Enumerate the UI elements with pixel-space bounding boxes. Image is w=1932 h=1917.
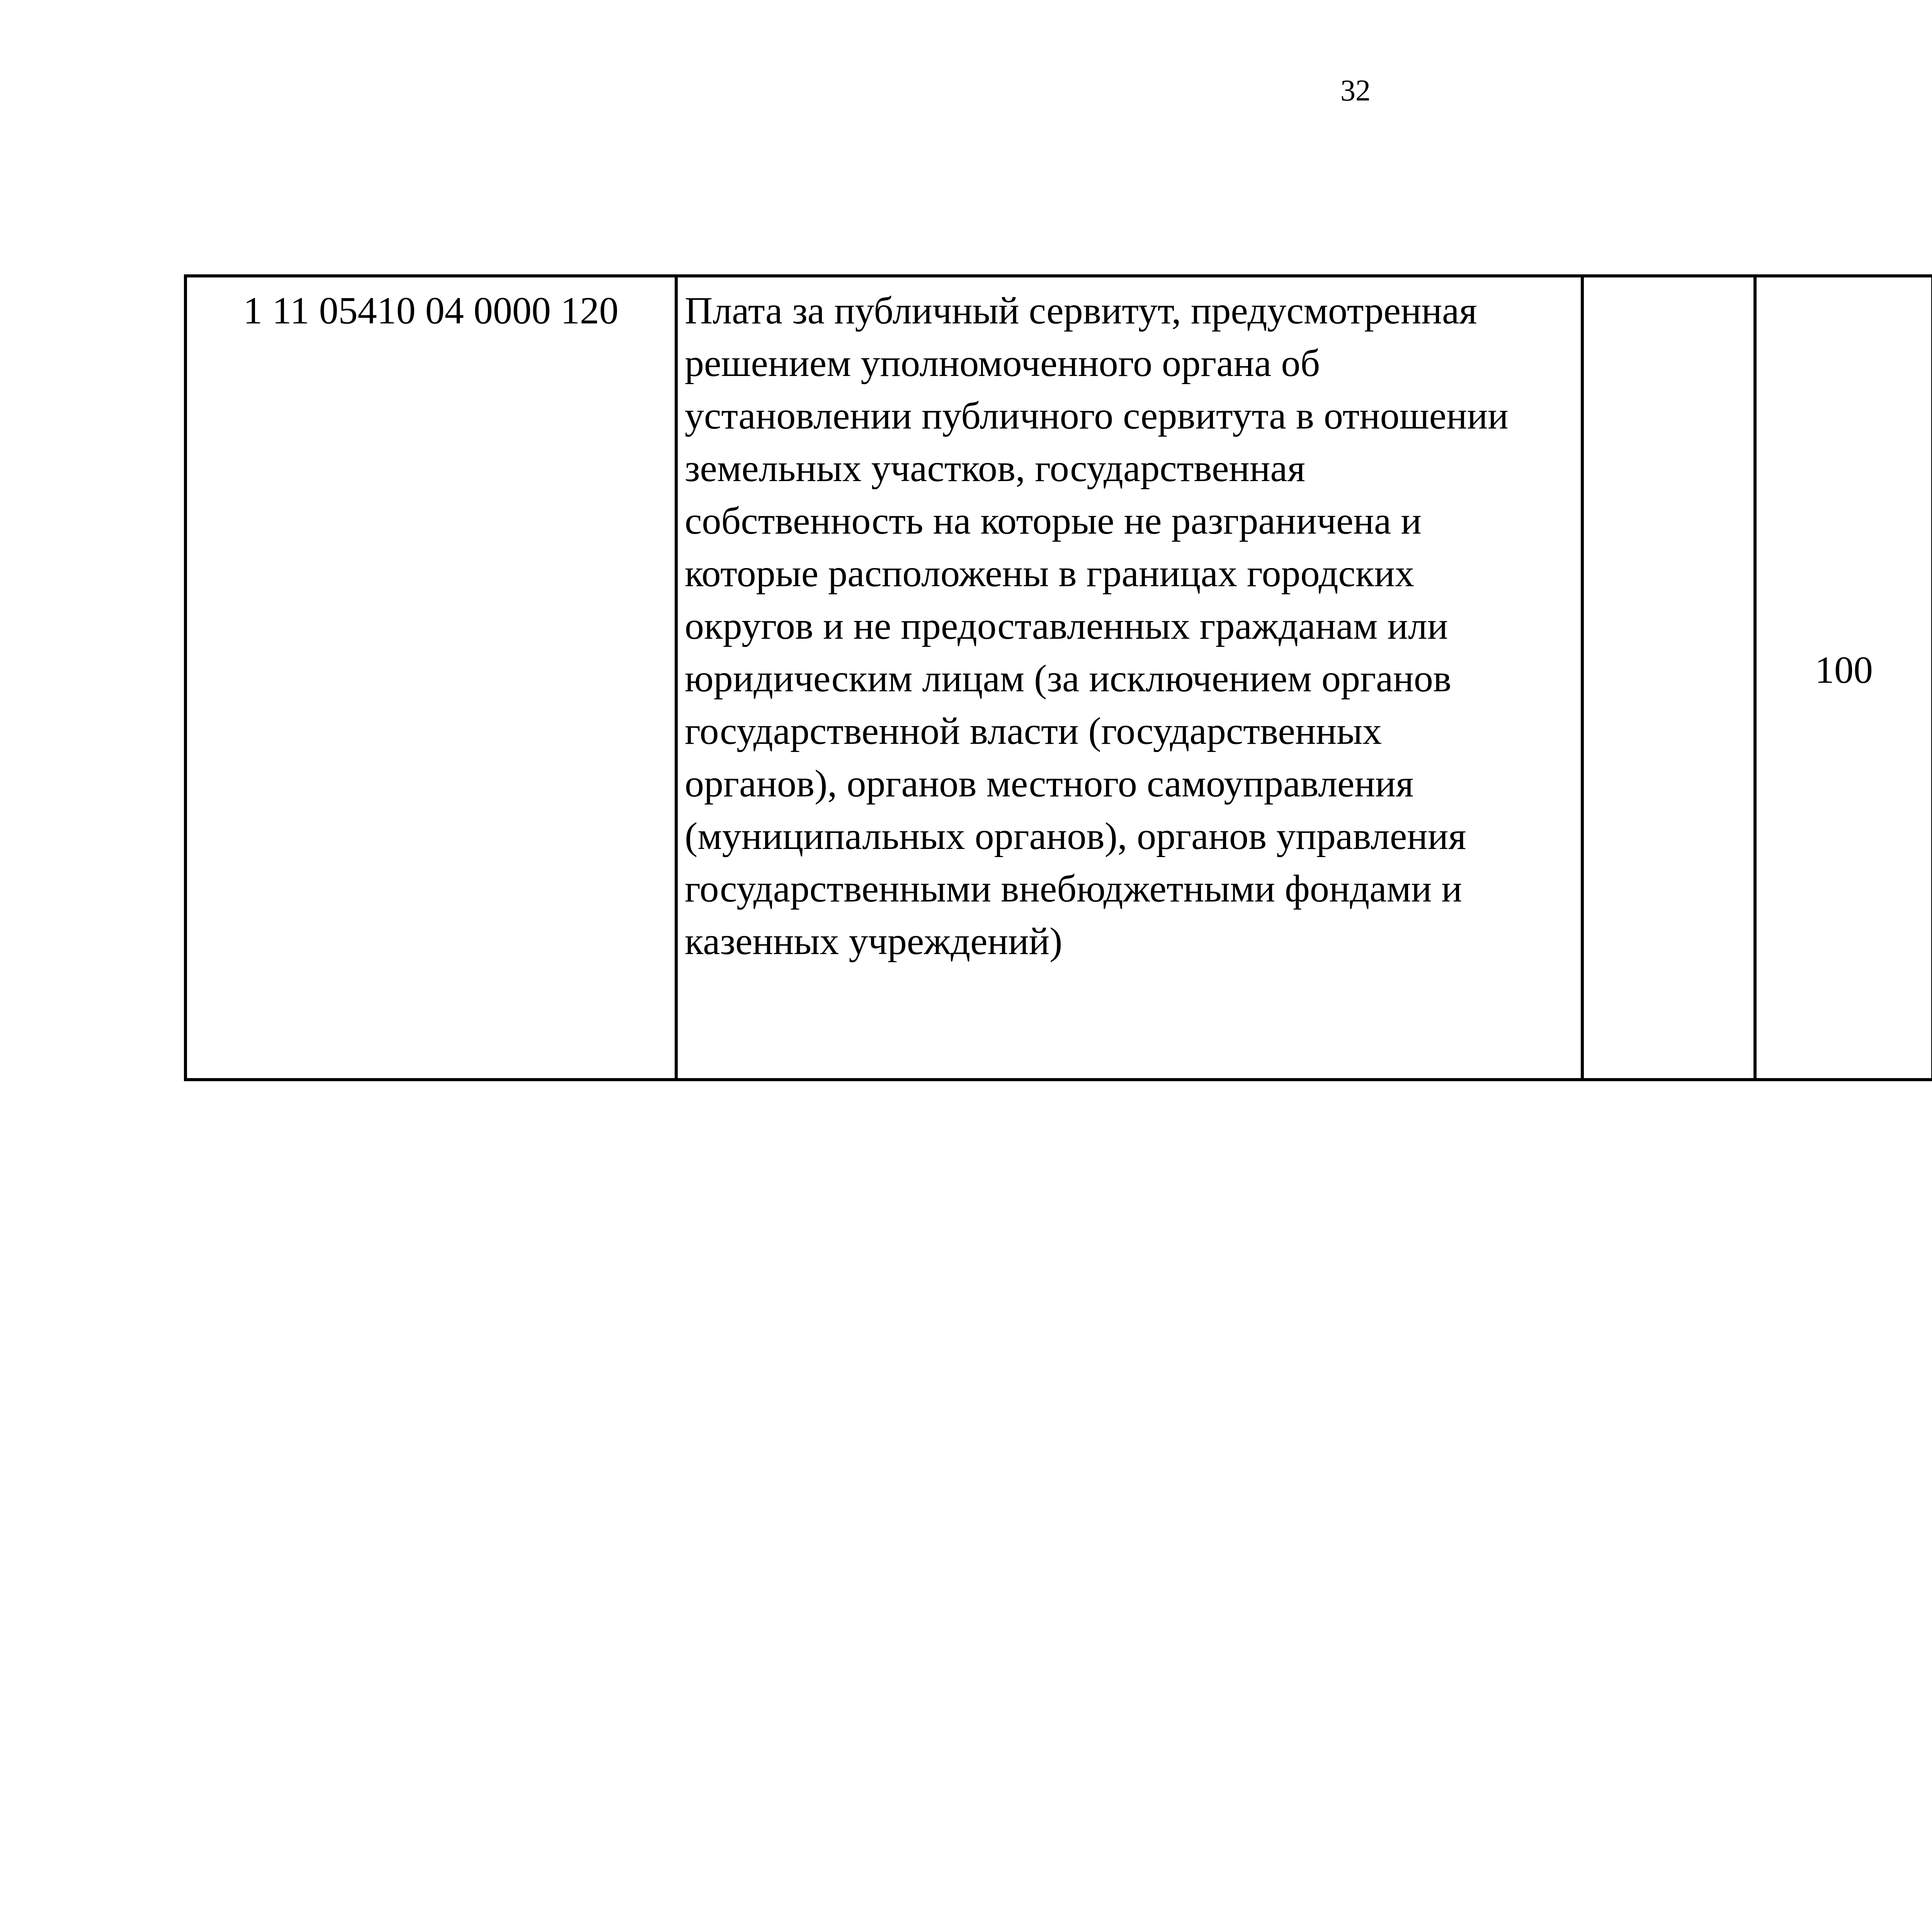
revenue-name-line: казенных учреждений) [685,920,1063,963]
table-row [185,276,1932,1080]
column-3-cell [1582,276,1755,1080]
revenue-name-line: юридическим лицам (за исключением органов [685,657,1452,700]
revenue-name-line: земельных участков, государственная [685,447,1305,490]
revenue-name-line: которые расположены в границах городских [685,552,1414,595]
revenue-name-line: (муниципальных органов), органов управления [685,815,1466,857]
revenue-name-line: собственность на которые не разграничена и [685,499,1422,542]
revenue-name-line: государственной власти (государственных [685,709,1382,752]
budget-code-cell: 1 11 05410 04 0000 120 [185,276,676,1080]
revenue-name-cell [676,276,1582,1080]
revenue-name-line: государственными внебюджетными фондами и [685,867,1462,910]
revenue-name-line: Плата за публичный сервитут, предусмотренная [685,289,1477,332]
norm-percent-cell: 100 [1755,276,1932,1080]
revenue-table [184,274,1932,1081]
revenue-name-line: установлении публичного сервитута в отношении [685,394,1509,437]
revenue-name-line: решением уполномоченного органа об [685,342,1320,384]
revenue-name-line: округов и не предоставленных гражданам или [685,604,1448,647]
page-number: 32 [1340,73,1371,107]
revenue-name-line: органов), органов местного самоуправления [685,762,1414,805]
